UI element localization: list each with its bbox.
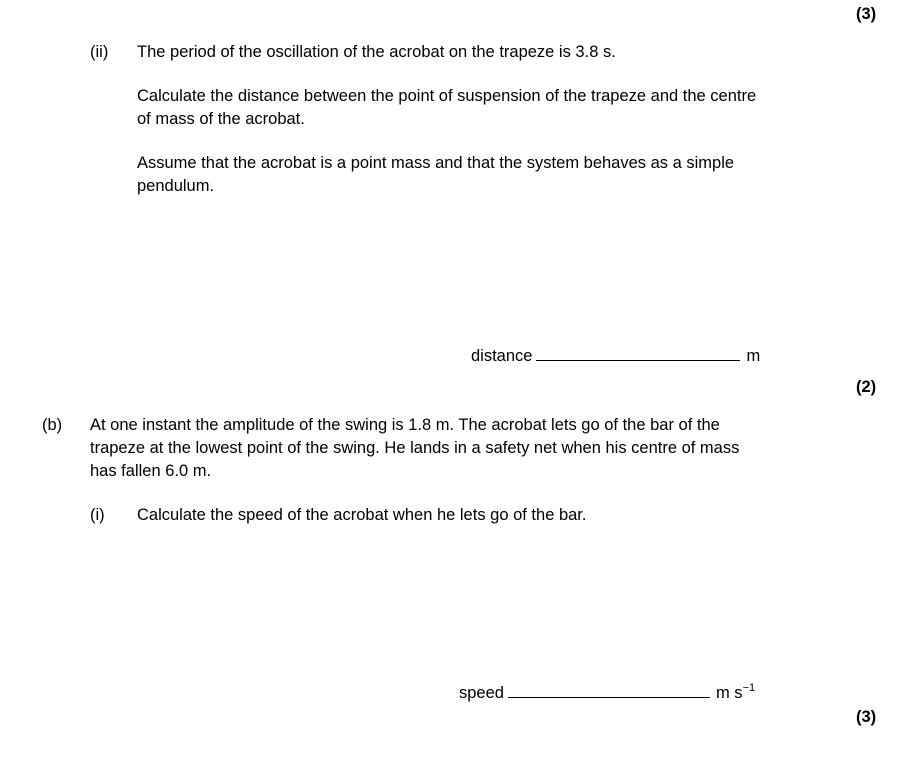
question-label-b-i: (i) <box>90 506 105 524</box>
question-text: Calculate the speed of the acrobat when he lets go of the bar. <box>137 506 587 524</box>
answer-label: speed <box>459 684 504 702</box>
question-label-a-ii: (ii) <box>90 43 109 61</box>
speed-answer-row <box>459 677 755 705</box>
distance-answer-row <box>471 345 760 368</box>
answer-unit: m s <box>715 684 743 702</box>
question-label-b: (b) <box>42 416 63 434</box>
question-text: trapeze at the lowest point of the swing. He lands in a safety net when his centre of mass <box>90 439 740 457</box>
marks-3-top: (3) <box>856 5 877 23</box>
answer-unit: m <box>746 347 761 365</box>
marks-3-bottom: (3) <box>856 708 877 726</box>
question-text: Assume that the acrobat is a point mass and that the system behaves as a simple <box>137 154 735 172</box>
question-text: of mass of the acrobat. <box>137 110 305 128</box>
question-text: pendulum. <box>137 177 215 195</box>
answer-unit-exponent: −1 <box>742 682 756 694</box>
question-text: At one instant the amplitude of the swing is 1.8 m. The acrobat lets go of the bar of the <box>90 416 720 434</box>
marks-2: (2) <box>856 378 877 396</box>
question-text: The period of the oscillation of the acrobat on the trapeze is 3.8 s. <box>137 43 616 61</box>
speed-answer-line[interactable] <box>508 683 710 698</box>
distance-answer-line[interactable] <box>536 346 740 361</box>
question-text: Calculate the distance between the point of suspension of the trapeze and the centre <box>137 87 757 105</box>
question-text: has fallen 6.0 m. <box>90 462 212 480</box>
answer-label: distance <box>471 347 533 365</box>
